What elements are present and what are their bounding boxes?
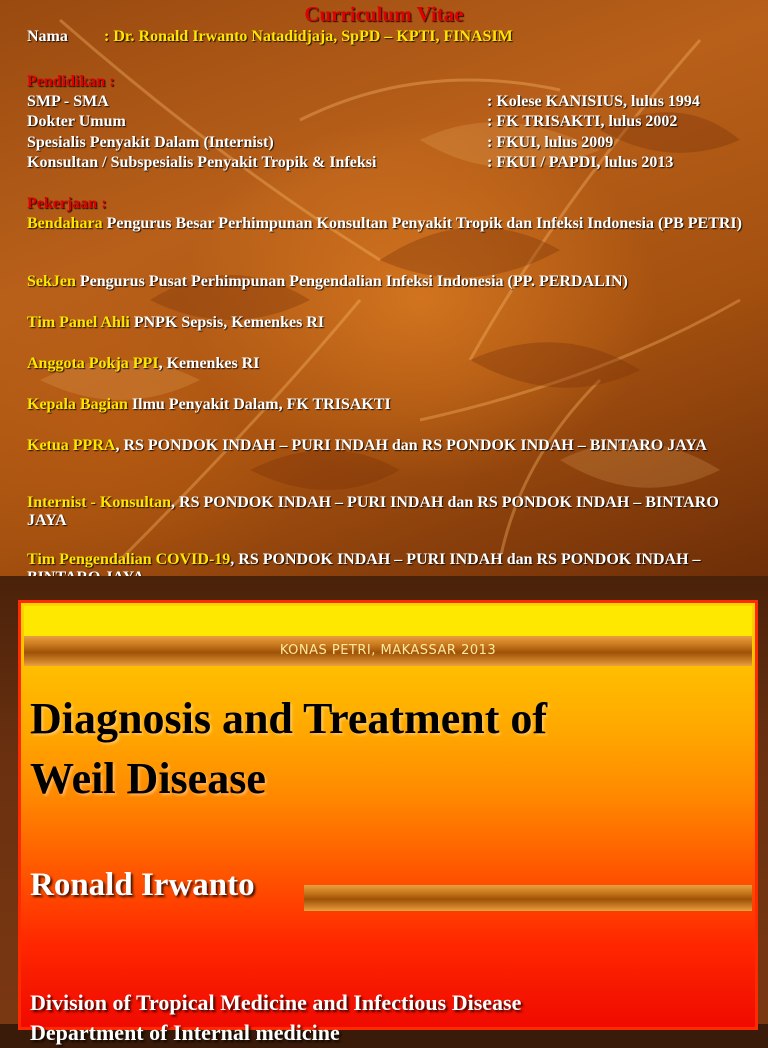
work-role: SekJen [27,273,76,290]
presentation-title [30,689,750,809]
work-item-3 [27,314,743,332]
work-role: Ketua PPRA [27,437,116,454]
education-degree-3: Spesialis Penyakit Dalam (Internist) [27,134,274,151]
work-role: Anggota Pokja PPI [27,355,159,372]
education-degree-2: Dokter Umum [27,113,126,130]
education-institution-2: : FK TRISAKTI, lulus 2002 [487,113,678,130]
cv-title: Curriculum Vitae [304,2,464,26]
title-slide [0,576,768,1045]
title-line-2: Weil Disease [30,754,266,803]
work-role: Tim Panel Ahli [27,314,130,331]
education-degree-4: Konsultan / Subspesialis Penyakit Tropik & Infeksi [27,154,377,171]
author-name: Ronald Irwanto [30,867,255,903]
event-label: KONAS PETRI, MAKASSAR 2013 [279,643,497,658]
work-detail: Ilmu Penyakit Dalam, FK TRISAKTI [127,396,391,413]
title-slide-frame [18,600,758,1045]
work-role: Bendahara [27,215,103,232]
name-value: : Dr. Ronald Irwanto Natadidjaja, SpPD – KPTI, FINASIM [104,28,513,45]
work-detail: , RS PONDOK INDAH – PURI INDAH dan RS PONDOK INDAH – [230,551,701,568]
title-line-1: Diagnosis and Treatment of [30,694,548,743]
work-heading: Pekerjaan : [27,195,107,212]
work-item-7 [27,494,743,530]
education-institution-1: : Kolese KANISIUS, lulus 1994 [487,93,700,110]
work-role: Kepala Bagian [27,396,128,413]
work-detail: , Kemenkes RI [158,355,260,372]
work-detail: , RS PONDOK INDAH – PURI INDAH dan RS PONDOK INDAH – BINTARO JAYA [115,437,707,454]
work-detail: Pengurus Pusat Perhimpunan Pengendalian Infeksi Indonesia (PP. PERDALIN) [75,273,628,290]
top-yellow-bar [24,606,752,636]
division-line: Division of Tropical Medicine and Infectious Disease [30,990,522,1015]
department-line: Department of Internal medicine [30,1020,340,1045]
work-item-1 [27,215,743,233]
work-item-4 [27,355,743,373]
education-heading: Pendidikan : [27,73,115,90]
work-item-6 [27,437,743,455]
work-role: Tim Pengendalian COVID-19 [27,551,231,568]
work-detail: Pengurus Besar Perhimpunan Konsultan Penyakit Tropik dan Infeksi Indonesia (PB PETRI) [102,215,742,232]
education-institution-3: : FKUI, lulus 2009 [487,134,614,151]
work-item-2 [27,273,743,291]
event-band [24,636,752,666]
work-item-5 [27,396,743,414]
education-institution-4: : FKUI / PAPDI, lulus 2013 [487,154,674,171]
education-degree-1: SMP - SMA [27,93,109,110]
work-detail: , RS PONDOK INDAH – PURI INDAH dan RS PONDOK INDAH – BINTARO JAYA [27,494,719,529]
work-detail: PNPK Sepsis, Kemenkes RI [129,314,325,331]
name-label: Nama [27,28,68,45]
author-band [304,885,752,911]
affiliation [30,988,521,1048]
work-role: Internist - Konsultan [27,494,172,511]
